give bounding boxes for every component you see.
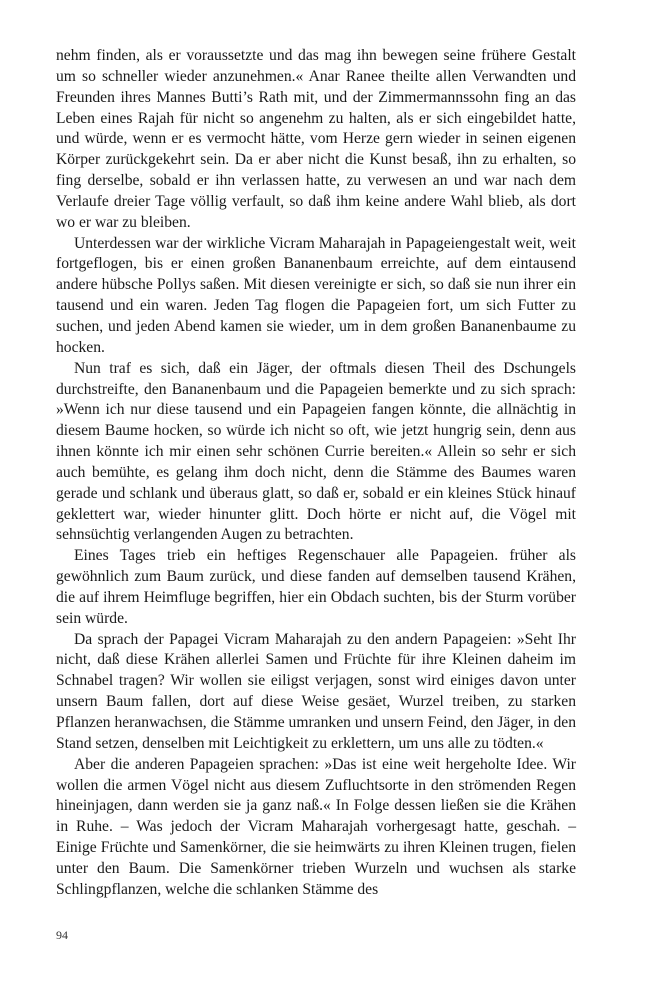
paragraph: Unterdessen war der wirkliche Vicram Maharajah in Papageiengestalt weit, weit fortgeflogen, bis er einen großen Bananenbaum erreichte, auf dem eintausend andere hübsche Pollys saßen. Mit diesen vereinigte er sich, so daß sie nun ihrer ein tausend und ein waren. Jeden Tag flogen die Papageien fort, um sich Futter zu suchen, und jeden Abend kamen sie wieder, um in dem großen Bananenbaume zu hocken. — [56, 234, 576, 356]
paragraph: Da sprach der Papagei Vicram Maharajah zu den andern Papageien: »Seht Ihr nicht, daß diese Krähen allerlei Samen und Früchte für ihre Kleinen daheim im Schnabel tragen? Wir wollen sie eiligst verjagen, sonst wird einiges davon unter unsern Baum fallen, dort auf diese Weise gesäet, Wurzel treiben, zu starken Pflanzen heranwachsen, die Stämme umranken und unsern Feind, den Jäger, in den Stand setzen, denselben mit Leichtigkeit zu erklettern, um uns alle zu tödten.« — [56, 630, 576, 752]
paragraph: Nun traf es sich, daß ein Jäger, der oftmals diesen Theil des Dschungels durchstreifte, den Bananenbaum und die Papageien bemerkte und zu sich sprach: »Wenn ich nur diese tausend und ein Papageien fangen könnte, die allnächtig in diesem Baume hocken, so würde ich nicht so oft, wie jetzt hungrig sein, denn aus ihnen könnte ich mir einen sehr schönen Currie bereiten.« Allein so sehr er sich auch bemühte, es gelang ihm doch nicht, denn die Stämme des Baumes waren gerade und schlank und überaus glatt, so daß er, sobald er ein kleines Stück hinauf geklettert war, wieder hinunter glitt. Doch hörte er nicht auf, die Vögel mit sehnsüchtig verlangenden Augen zu betrachten. — [56, 359, 576, 544]
paragraph: Aber die anderen Papageien sprachen: »Das ist eine weit hergeholte Idee. Wir wollen die armen Vögel nicht aus diesem Zufluchtsorte in den strömenden Regen hineinjagen, dann werden sie ja ganz naß.« In Folge dessen ließen sie die Krähen in Ruhe. – Was jedoch der Vicram Maharajah vorhergesagt hatte, geschah. – Einige Früchte und Samenkörner, die sie heimwärts zu ihren Kleinen trugen, fielen unter den Baum. Die Samenkörner trieben Wurzeln und wuchsen als starke Schlingpflanzen, welche die schlanken Stämme des — [56, 755, 576, 898]
paragraph-continued: nehm finden, als er voraussetzte und das mag ihn bewegen seine frühere Gestalt um so schneller wieder anzunehmen.« Anar Ranee theilte allen Verwandten und Freunden ihres Mannes Butti’s Rath mit, und der Zimmermannssohn fing an das Leben eines Rajah für nicht so angenehm zu halten, als er sich eingebildet hatte, und würde, wenn er es vermocht hätte, vom Herze gern wieder in seinen eigenen Körper zurückgekehrt sein. Da er aber nicht die Kunst besaß, ihn zu erhalten, so fing derselbe, sobald er ihn verlassen hatte, zu verwesen an und war nach dem Verlaufe dreier Tage völlig verfault, so daß ihm keine andere Wahl blieb, als dort wo er war zu bleiben. — [56, 47, 576, 231]
paragraph: Eines Tages trieb ein heftiges Regenschauer alle Papageien. früher als gewöhnlich zum Baum zurück, und diese fanden auf demselben tausend Krähen, die auf ihrem Heimfluge begriffen, hier ein Obdach suchten, bis der Sturm vorüber sein würde. — [56, 547, 576, 627]
page-number: 94 — [56, 928, 68, 942]
body-text — [56, 46, 576, 901]
